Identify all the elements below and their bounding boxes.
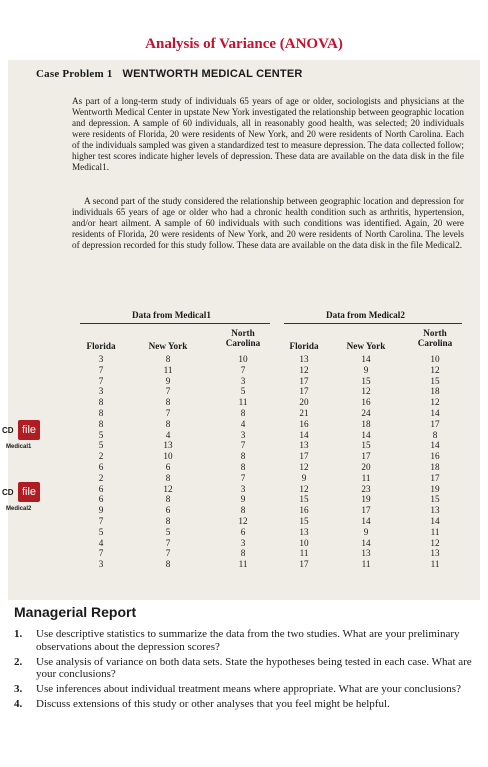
- table-cell: 14: [430, 515, 440, 526]
- table-cell: 15: [361, 375, 371, 386]
- table-cell: 18: [430, 461, 440, 472]
- table-cell: 14: [430, 407, 440, 418]
- item-number: 2.: [14, 655, 23, 668]
- table-cell: 11: [430, 526, 440, 537]
- case-paragraph-2: A second part of the study considered the relationship between geographic location and depression for individuals 65 years of age or older who had a chronic health condition such as arthritis, hypertension, and/or heart ailment. A sample of 60 individuals with such conditions was identified. Again, 20 were residents of Florida, 20 were residents of New York, and 20 were residents of North Carolina. The levels of depression recorded for this study follow. These data are available on the data disk in the file Medical2.: [72, 196, 464, 250]
- managerial-report-list: [14, 628, 480, 713]
- column-header-new-york: New York: [346, 341, 386, 351]
- case-title: WENTWORTH MEDICAL CENTER: [122, 68, 303, 80]
- table-cell: 17: [361, 451, 371, 462]
- table-cell: 11: [430, 559, 440, 570]
- file-name: Medical1: [6, 444, 32, 450]
- table-cell: 14: [361, 354, 371, 364]
- table-cell: 3: [240, 483, 246, 494]
- list-item: [14, 656, 480, 681]
- table-cell: 16: [299, 418, 309, 429]
- list-item: [14, 698, 480, 711]
- table-cell: 9: [363, 526, 369, 537]
- table-cell: 8: [165, 397, 171, 408]
- column-florida: [284, 354, 324, 570]
- table-cell: 13: [299, 526, 309, 537]
- table-cell: 15: [299, 494, 309, 505]
- table-caption: Data from Medical2: [326, 310, 405, 320]
- item-text: Use analysis of variance on both data sets. State the hypotheses being tested in each case. What are your conclusions?: [36, 655, 472, 680]
- table-cell: 3: [98, 354, 104, 364]
- cd-icon: CD: [2, 488, 14, 497]
- table-cell: 17: [430, 472, 440, 483]
- table-cell: 8: [165, 494, 171, 505]
- table-cell: 7: [165, 386, 171, 397]
- table-cell: 9: [98, 505, 104, 516]
- table-cell: 8: [165, 354, 171, 364]
- list-item: [14, 683, 480, 696]
- table-cell: 13: [361, 548, 371, 559]
- case-heading: [36, 68, 303, 80]
- file-name: Medical2: [6, 506, 32, 512]
- table-cell: 4: [240, 418, 246, 429]
- table-cell: 12: [299, 364, 309, 375]
- table-cell: 7: [165, 537, 171, 548]
- column-header-new-york: New York: [148, 341, 188, 351]
- table-cell: 4: [98, 537, 104, 548]
- table-caption: Data from Medical1: [132, 310, 211, 320]
- table-cell: 11: [163, 364, 173, 375]
- table-cell: 10: [238, 354, 248, 364]
- table-cell: 5: [98, 440, 104, 451]
- table-cell: 12: [299, 461, 309, 472]
- column-header-north-carolina: North Carolina: [225, 328, 261, 348]
- table-cell: 17: [430, 418, 440, 429]
- table-cell: 8: [98, 407, 104, 418]
- item-text: Use descriptive statistics to summarize the data from the two studies. What are your preliminary observations about the depression scores?: [36, 628, 460, 653]
- table-cell: 17: [299, 375, 309, 386]
- table-cell: 15: [430, 375, 440, 386]
- table-cell: 7: [98, 515, 104, 526]
- table-cell: 6: [165, 461, 171, 472]
- column-florida: [80, 354, 122, 570]
- table-cell: 13: [299, 440, 309, 451]
- table-cell: 9: [165, 375, 171, 386]
- table-cell: 11: [238, 397, 248, 408]
- table-cell: 3: [98, 559, 104, 570]
- table-cell: 16: [299, 505, 309, 516]
- table-cell: 9: [301, 472, 307, 483]
- item-text: Use inferences about individual treatment means where appropriate. What are your conclusions?: [36, 683, 461, 695]
- table-cell: 8: [240, 451, 246, 462]
- table-cell: 18: [361, 418, 371, 429]
- table-cell: 11: [299, 548, 309, 559]
- table-cell: 11: [238, 559, 248, 570]
- table-cell: 7: [165, 407, 171, 418]
- table-cell: 14: [361, 429, 371, 440]
- cd-icon: CD: [2, 426, 14, 435]
- table-cell: 3: [240, 429, 246, 440]
- table-cell: 17: [299, 386, 309, 397]
- table-cell: 17: [361, 505, 371, 516]
- table-cell: 20: [299, 397, 309, 408]
- table-cell: 12: [163, 483, 173, 494]
- table-rule: [80, 323, 270, 324]
- table-cell: 7: [165, 548, 171, 559]
- table-cell: 12: [430, 397, 440, 408]
- table-cell: 3: [98, 386, 104, 397]
- table-cell: 7: [240, 472, 246, 483]
- column-header-florida: Florida: [86, 341, 116, 351]
- table-cell: 12: [238, 515, 248, 526]
- table-cell: 5: [240, 386, 246, 397]
- item-number: 1.: [14, 628, 23, 640]
- column-header-florida: Florida: [289, 341, 319, 351]
- table-cell: 14: [361, 537, 371, 548]
- table-rule: [284, 323, 462, 324]
- table-cell: 7: [98, 375, 104, 386]
- table-cell: 13: [430, 548, 440, 559]
- table-cell: 7: [240, 364, 246, 375]
- table-cell: 6: [98, 494, 104, 505]
- table-cell: 8: [240, 505, 246, 516]
- table-cell: 21: [299, 407, 309, 418]
- table-cell: 10: [163, 451, 173, 462]
- table-cell: 18: [430, 386, 440, 397]
- table-cell: 5: [98, 429, 104, 440]
- table-cell: 9: [363, 364, 369, 375]
- table-cell: 8: [240, 548, 246, 559]
- table-cell: 4: [165, 429, 171, 440]
- table-cell: 6: [165, 505, 171, 516]
- column-new-york: [338, 354, 394, 570]
- table-cell: 12: [361, 386, 371, 397]
- file-icon: file: [18, 420, 40, 440]
- table-cell: 3: [240, 537, 246, 548]
- table-cell: 7: [240, 440, 246, 451]
- table-cell: 3: [240, 375, 246, 386]
- table-cell: 7: [98, 364, 104, 375]
- table-cell: 13: [299, 354, 309, 364]
- table-cell: 17: [299, 451, 309, 462]
- table-cell: 8: [98, 397, 104, 408]
- table-cell: 19: [430, 483, 440, 494]
- table-cell: 14: [299, 429, 309, 440]
- table-medical1: [80, 310, 270, 590]
- table-cell: 17: [299, 559, 309, 570]
- table-cell: 12: [430, 537, 440, 548]
- table-cell: 5: [165, 526, 171, 537]
- managerial-report-heading: Managerial Report: [14, 604, 137, 620]
- table-cell: 8: [165, 515, 171, 526]
- case-paragraph-1: As part of a long-term study of individuals 65 years of age or older, sociologists and physicians at the Wentworth Medical Center in upstate New York investigated the relationship between geographic location and depression. A sample of 60 individuals, all in reasonably good health, was selected; 20 individuals were residents of Florida, 20 were residents of New York, and 20 were residents of North Carolina. Each of the individuals sampled was given a standardized test to measure depression. The data collected follow; higher test scores indicate higher levels of depression. These data are available on the data disk in the file Medical1.: [72, 96, 464, 172]
- table-cell: 16: [361, 397, 371, 408]
- table-cell: 15: [361, 440, 371, 451]
- table-cell: 14: [361, 515, 371, 526]
- item-text: Discuss extensions of this study or other analyses that you feel might be helpful.: [36, 698, 390, 710]
- table-cell: 10: [430, 354, 440, 364]
- table-cell: 20: [361, 461, 371, 472]
- table-cell: 14: [430, 440, 440, 451]
- list-item: [14, 628, 480, 653]
- item-number: 4.: [14, 698, 23, 710]
- table-cell: 24: [361, 407, 371, 418]
- table-cell: 6: [240, 526, 246, 537]
- column-north-carolina: [216, 354, 270, 570]
- table-cell: 10: [299, 537, 309, 548]
- table-medical2: [284, 310, 462, 590]
- table-cell: 8: [98, 418, 104, 429]
- table-cell: 15: [299, 515, 309, 526]
- column-new-york: [138, 354, 198, 570]
- table-cell: 5: [98, 526, 104, 537]
- table-cell: 13: [163, 440, 173, 451]
- case-label: Case Problem 1: [36, 68, 113, 80]
- table-cell: 8: [432, 429, 438, 440]
- table-cell: 8: [240, 407, 246, 418]
- table-cell: 19: [361, 494, 371, 505]
- file-icon: file: [18, 482, 40, 502]
- table-cell: 15: [430, 494, 440, 505]
- table-cell: 8: [240, 461, 246, 472]
- page-title: Analysis of Variance (ANOVA): [145, 36, 343, 52]
- table-cell: 6: [98, 483, 104, 494]
- table-cell: 16: [430, 451, 440, 462]
- table-cell: 12: [299, 483, 309, 494]
- table-cell: 2: [98, 451, 104, 462]
- table-cell: 6: [98, 461, 104, 472]
- table-cell: 8: [165, 418, 171, 429]
- table-cell: 8: [165, 559, 171, 570]
- table-cell: 9: [240, 494, 246, 505]
- table-cell: 13: [430, 505, 440, 516]
- table-cell: 8: [165, 472, 171, 483]
- column-header-north-carolina: North Carolina: [417, 328, 453, 348]
- table-cell: 7: [98, 548, 104, 559]
- table-cell: 11: [361, 559, 371, 570]
- table-cell: 12: [430, 364, 440, 375]
- item-number: 3.: [14, 683, 23, 695]
- column-north-carolina: [408, 354, 462, 570]
- table-cell: 11: [361, 472, 371, 483]
- table-cell: 23: [361, 483, 371, 494]
- table-cell: 2: [98, 472, 104, 483]
